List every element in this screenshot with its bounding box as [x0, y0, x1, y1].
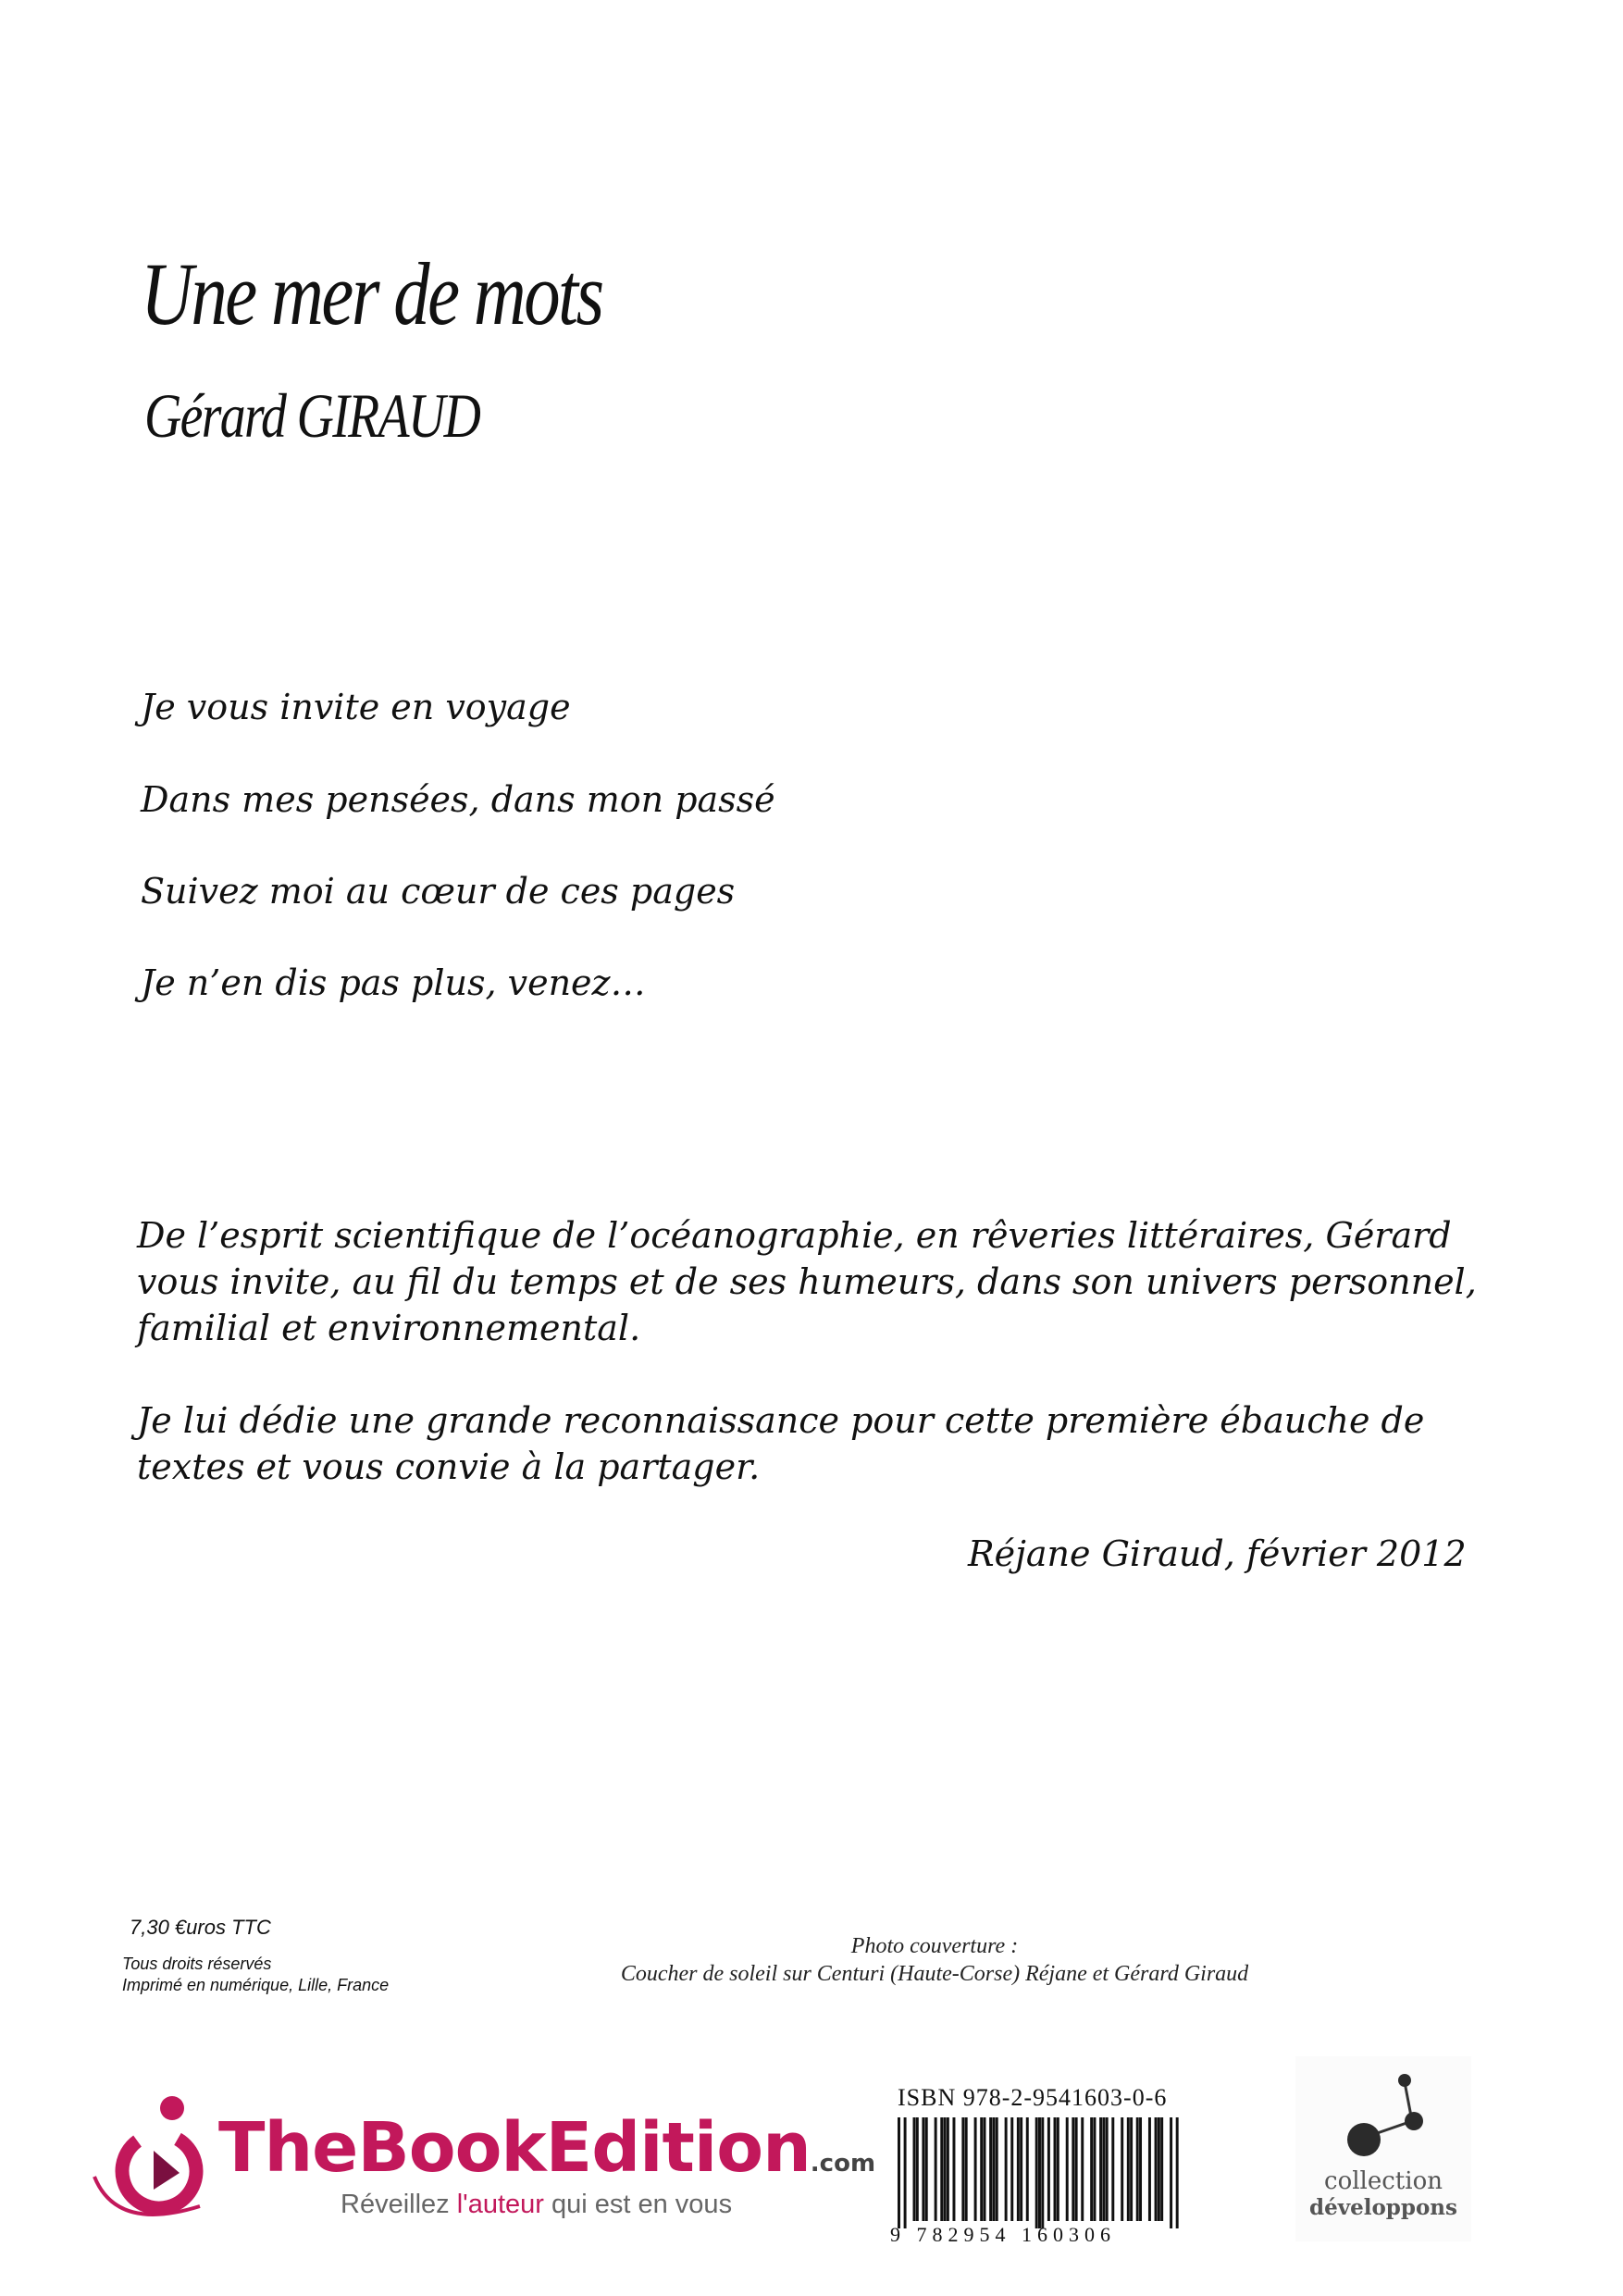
publisher-name: TheBookEdition [218, 2108, 811, 2188]
barcode-bar [1041, 2117, 1044, 2228]
publisher-tagline [341, 2190, 732, 2220]
barcode-bar [961, 2117, 964, 2221]
barcode-bar [947, 2117, 949, 2221]
barcode-bar [922, 2117, 924, 2221]
signature: Réjane Giraud, février 2012 [968, 1533, 1467, 1574]
barcode-bar [1010, 2117, 1013, 2221]
barcode-bar [1111, 2117, 1114, 2221]
barcode-bar [1099, 2117, 1102, 2221]
tagline-after: qui est en vous [543, 2190, 733, 2219]
barcode-bar [1093, 2117, 1096, 2221]
publisher-logo [89, 2093, 876, 2232]
barcode-bar [1090, 2117, 1093, 2221]
barcode-bar [913, 2117, 916, 2221]
publisher-logo-text [218, 2108, 875, 2188]
barcode-bar [1106, 2117, 1109, 2221]
barcode-bar [916, 2117, 919, 2221]
collection-label: collection [1324, 2167, 1443, 2195]
barcode-bar [1158, 2117, 1160, 2221]
barcode-bar [1170, 2117, 1172, 2228]
poem-line-1: Je vous invite en voyage [141, 687, 571, 727]
barcode-digits: 9 782954 160306 [890, 2223, 1116, 2246]
barcode-bar [1047, 2117, 1050, 2221]
photo-credit-text: Coucher de soleil sur Centuri (Haute-Corse) Réjane et Gérard Giraud [620, 1962, 1249, 1986]
poem-line-3: Suivez moi au cœur de ces pages [141, 871, 736, 912]
barcode-bar [1139, 2117, 1142, 2221]
barcode-bar [989, 2117, 992, 2221]
barcode [898, 2117, 1179, 2228]
barcode-bar [996, 2117, 998, 2221]
barcode-bar [1020, 2117, 1022, 2221]
presentation-text-1: De l’esprit scientifique de l’océanographie, en rêveries littéraires, Gérard vous invite, au fil du temps et de ses humeurs, dans son univers personnel, familial et environnemental. [137, 1215, 1477, 1348]
barcode-bar [898, 2117, 900, 2228]
barcode-bar [984, 2117, 986, 2221]
barcode-bar [1176, 2117, 1179, 2228]
publisher-person-icon [89, 2093, 218, 2232]
barcode-bar [1038, 2117, 1041, 2228]
barcode-bar [1160, 2117, 1163, 2221]
barcode-bar [1148, 2117, 1151, 2221]
rights-block [122, 1954, 389, 1996]
barcode-bar [1017, 2117, 1020, 2221]
rights-reserved: Tous droits réservés [122, 1955, 272, 1973]
price: 7,30 €uros TTC [130, 1916, 271, 1939]
barcode-bar [1005, 2117, 1008, 2221]
barcode-bar [974, 2117, 977, 2221]
presentation-paragraph-1 [137, 1212, 1488, 1351]
barcode-bar [925, 2117, 928, 2221]
presentation-text-2: Je lui dédie une grande reconnaissance pour cette première ébauche de textes et vous convie à la partager. [137, 1400, 1425, 1487]
barcode-bar [1130, 2117, 1133, 2221]
barcode-bar [980, 2117, 983, 2221]
poem-line-4: Je n’en dis pas plus, venez… [141, 962, 646, 1003]
barcode-bar [1102, 2117, 1105, 2221]
barcode-bar [1054, 2117, 1057, 2221]
barcode-bar [944, 2117, 947, 2221]
poem-line-2: Dans mes pensées, dans mon passé [141, 779, 775, 820]
molecule-icon [1323, 2066, 1443, 2167]
barcode-bar [1026, 2117, 1029, 2221]
collection-name: développons [1309, 2195, 1457, 2220]
barcode-bar [1155, 2117, 1158, 2221]
tagline-highlight: l'auteur [456, 2190, 544, 2219]
barcode-bar [952, 2117, 955, 2221]
barcode-bar [1127, 2117, 1130, 2221]
barcode-bar [904, 2117, 907, 2228]
barcode-bar [1081, 2117, 1084, 2221]
barcode-bar [1136, 2117, 1139, 2221]
presentation-paragraph-2 [137, 1397, 1488, 1490]
book-title: Une mer de mots [141, 244, 602, 343]
barcode-bar [1057, 2117, 1059, 2221]
barcode-bar [1035, 2117, 1038, 2228]
barcode-bar [935, 2117, 937, 2221]
barcode-bar [992, 2117, 995, 2221]
printed-location: Imprimé en numérique, Lille, France [122, 1976, 390, 1994]
photo-credit [518, 1932, 1351, 1988]
barcode-bar [1066, 2117, 1069, 2221]
publisher-domain: .com [810, 2150, 876, 2178]
book-author: Gérard GIRAUD [144, 380, 480, 451]
barcode-bar [1075, 2117, 1078, 2221]
barcode-bar [1121, 2117, 1123, 2221]
barcode-bar [1072, 2117, 1074, 2221]
isbn-label: ISBN 978-2-9541603-0-6 [898, 2084, 1168, 2111]
barcode-bar [940, 2117, 943, 2221]
barcode-bar [965, 2117, 968, 2221]
tagline-before: Réveillez [341, 2190, 457, 2219]
photo-credit-label: Photo couverture : [850, 1934, 1019, 1958]
